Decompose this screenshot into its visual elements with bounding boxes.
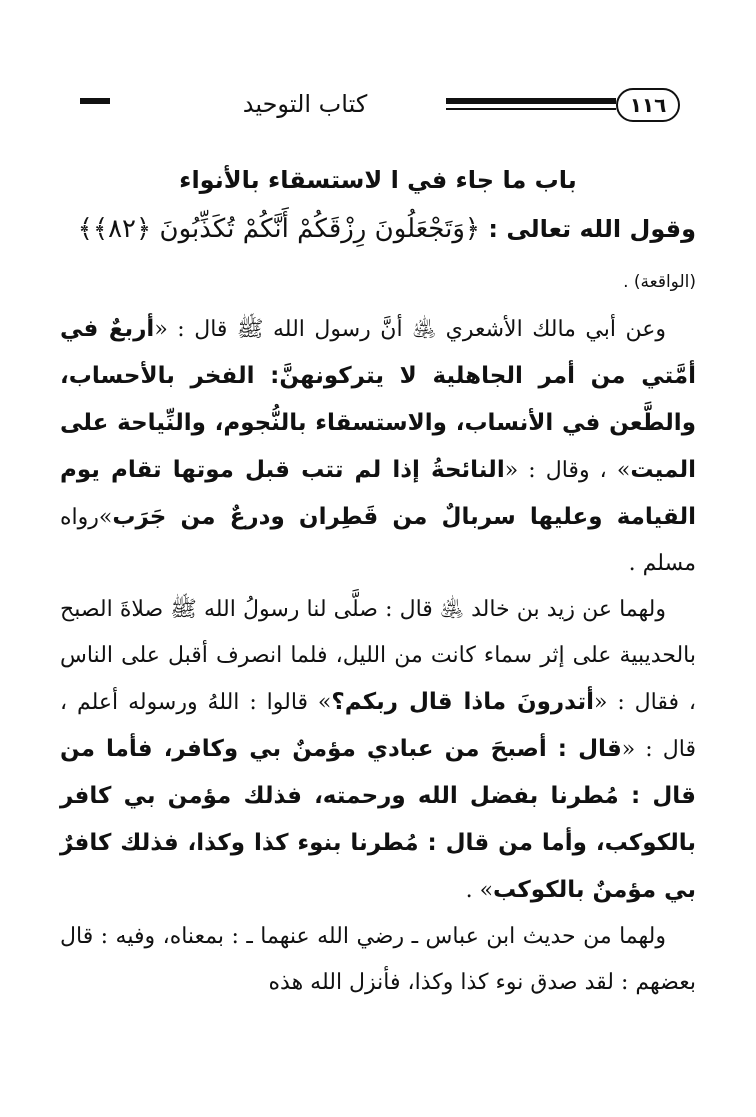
- p3-text: ولهما من حديث ابن عباس ـ رضي الله عنهما ـ : بمعناه، وفيه : قال بعضهم : لقد صدق نوء كذا وكذا، فأنزل الله هذه: [60, 924, 696, 995]
- p2-intro: ولهما عن زيد بن خالد ﵁ قال : صلَّى لنا رسولُ الله ﷺ صلاةَ الصبح بالحديبية على إثر سماء كانت من الليل، فلما انصرف أقبل على الناس ، فقال : «: [60, 597, 696, 715]
- book-title: كتاب التوحيد: [242, 90, 368, 118]
- running-header: [80, 86, 680, 126]
- paragraph-hadith-3: [60, 914, 696, 1006]
- p2-hadith-qudsi: قال : أصبحَ من عبادي مؤمنٌ بي وكافر، فأما من قال : مُطرنا بفضل الله ورحمته، فذلك مؤمن بي كافر بالكوكب، وأما من قال : مُطرنا بنوء كذا وكذا، فذلك كافرٌ بي مؤمنٌ بالكوكب: [60, 736, 696, 903]
- header-rule-thin: [446, 108, 616, 110]
- p1-intro: وعن أبي مالك الأشعري ﵁ أنَّ رسول الله ﷺ قال : «: [154, 317, 667, 342]
- p2-end: » .: [465, 878, 494, 903]
- p1-hadith-quote-2: النائحةُ إذا لم تتب قبل موتها تقام يوم القيامة وعليها سربالٌ من قَطِران ودرعٌ من جَرَب: [60, 457, 696, 530]
- body-text: [60, 306, 696, 1006]
- header-rule-thick: [446, 98, 616, 104]
- header-rule-left: [80, 98, 110, 104]
- p1-connector: » ، وقال : «: [504, 458, 631, 483]
- verse-reference: (الواقعة) .: [623, 272, 696, 292]
- verse-text: ﴿وَتَجْعَلُونَ رِزْقَكُمْ أَنَّكُمْ تُكَذِّبُونَ ﴿٨٢﴾﴾: [77, 214, 481, 244]
- p1-hadith-quote-1: أربعٌ في أمَّتي من أمر الجاهلية لا يتركونهنَّ: الفخر بالأحساب، والطَّعن في الأنساب، والاستسقاء بالنُّجوم، والنِّياحة على الميت: [60, 316, 696, 483]
- quran-verse-line: [60, 204, 696, 254]
- page-number: ١١٦: [616, 88, 680, 122]
- paragraph-hadith-1: [60, 306, 696, 587]
- paragraph-hadith-2: [60, 587, 696, 914]
- chapter-title: باب ما جاء في ا لاستسقاء بالأنواء: [179, 166, 577, 194]
- verse-lead: وقول الله تعالى :: [488, 215, 696, 243]
- p1-source: »رواه مسلم .: [60, 505, 696, 576]
- p2-question: أتدرونَ ماذا قال ربكم؟: [331, 689, 594, 715]
- p2-connector: » قالوا : اللهُ ورسوله أعلم ، قال : «: [60, 690, 697, 762]
